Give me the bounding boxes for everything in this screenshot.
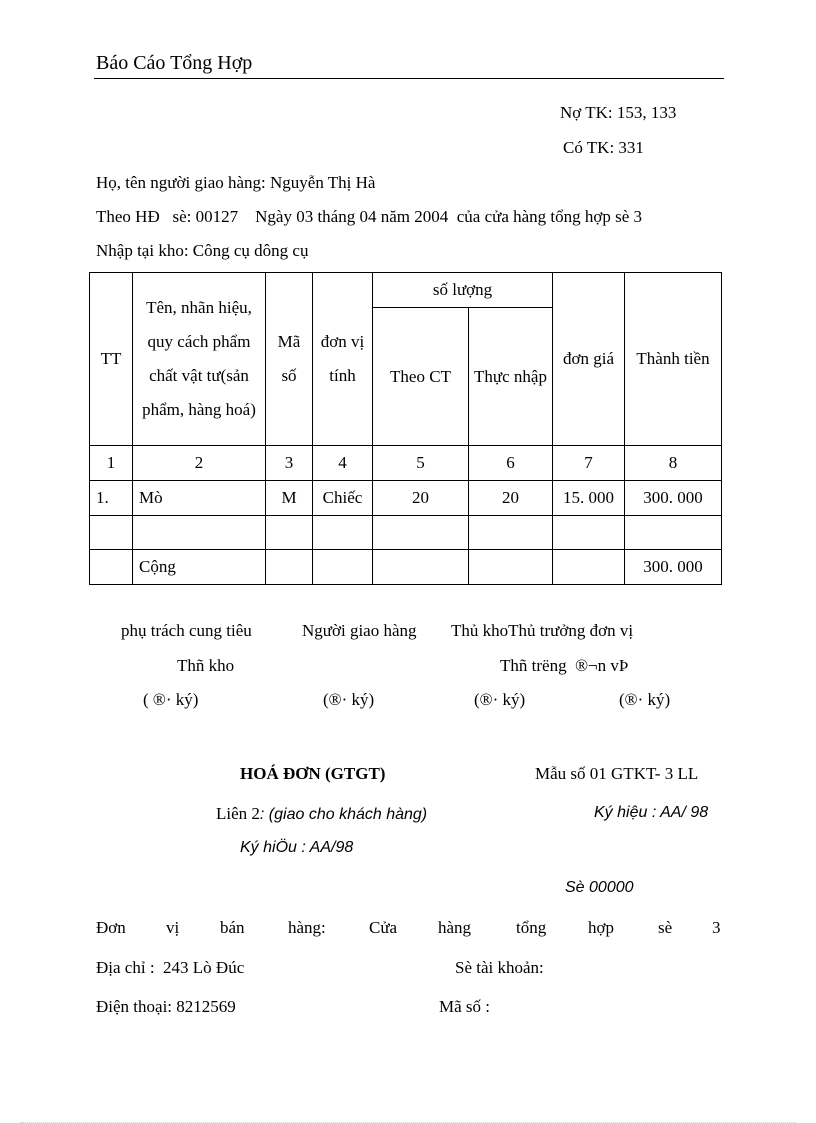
- total-row: [90, 550, 722, 585]
- row-tt: 1.: [90, 481, 133, 516]
- col-number: 5: [373, 446, 469, 481]
- col-number: 1: [90, 446, 133, 481]
- header-tt: TT: [90, 273, 133, 446]
- page-title: Báo Cáo Tổng Hợp: [96, 52, 253, 74]
- row-amount: 300. 000: [625, 481, 722, 516]
- seller-word: Cửa: [369, 918, 398, 937]
- invoice-reference-line: Theo HĐ sè: 00127 Ngày 03 tháng 04 năm 2004 của cửa hàng tổng hợp sè 3: [96, 207, 643, 226]
- signature-subtitle-storekeeper: Thñ kho: [177, 656, 235, 675]
- debit-account: Nợ TK: 153, 133: [560, 103, 677, 122]
- seller-word: bán: [220, 918, 245, 937]
- col-number: 3: [266, 446, 313, 481]
- invoice-symbol-right: Ký hiệu : AA/ 98: [594, 804, 709, 821]
- total-amount: 300. 000: [625, 550, 722, 585]
- col-number: 7: [553, 446, 625, 481]
- col-number: 8: [625, 446, 722, 481]
- header-amount: Thành tiền: [625, 273, 722, 446]
- empty-row: [90, 516, 722, 550]
- seller-word: hàng: [438, 918, 472, 937]
- header-qty-actual: Thực nhập: [469, 308, 553, 446]
- signature-signed: (®· ký): [619, 690, 671, 709]
- seller-word: Đơn: [96, 918, 126, 937]
- signature-signed: (®· ký): [323, 690, 375, 709]
- signature-title-deliverer: Người giao hàng: [302, 621, 417, 640]
- header-quantity: số lượng: [373, 273, 553, 308]
- signature-signed: ( ®· ký): [143, 690, 199, 709]
- row-qty-actual: 20: [469, 481, 553, 516]
- row-unit: Chiếc: [313, 481, 373, 516]
- seller-word: hàng:: [288, 918, 326, 937]
- invoice-copy-note: : (giao cho khách hàng): [259, 806, 428, 823]
- invoice-number: Sè 00000: [565, 879, 634, 896]
- header-divider: [94, 78, 724, 79]
- seller-account-number: Sè tài khoản:: [455, 958, 544, 977]
- row-name: Mò: [133, 481, 266, 516]
- total-label: Cộng: [133, 550, 266, 585]
- header-item-name: Tên, nhãn hiệu, quy cách phẩm chất vật tư(sản phẩm, hàng hoá): [133, 273, 266, 446]
- seller-word: sè: [658, 918, 673, 937]
- credit-account: Có TK: 331: [563, 138, 644, 157]
- seller-word: hợp: [588, 918, 614, 937]
- seller-address: Địa chỉ : 243 Lò Đúc: [96, 958, 245, 977]
- seller-tax-code: Mã số :: [439, 997, 490, 1016]
- invoice-copy: [216, 804, 427, 824]
- seller-phone: Điện thoại: 8212569: [96, 997, 236, 1016]
- header-price: đơn giá: [553, 273, 625, 446]
- invoice-title: HOÁ ĐƠN (GTGT): [240, 764, 386, 783]
- invoice-symbol-left: Ký hiÖu : AA/98: [240, 839, 354, 856]
- row-code: M: [266, 481, 313, 516]
- header-qty-doc: Theo CT: [373, 308, 469, 446]
- seller-word: vị: [166, 918, 180, 937]
- signature-signed: (®· ký): [474, 690, 526, 709]
- signature-subtitle-head: Thñ trëng ®¬n vÞ: [500, 656, 629, 675]
- col-number: 4: [313, 446, 373, 481]
- signature-title-supply: phụ trách cung tiêu: [121, 621, 252, 640]
- header-code: Mã số: [266, 273, 313, 446]
- row-qty-doc: 20: [373, 481, 469, 516]
- table-row: [90, 481, 722, 516]
- goods-receipt-table: [89, 272, 722, 585]
- col-number: 6: [469, 446, 553, 481]
- deliverer-line: Họ, tên người giao hàng: Nguyễn Thị Hà: [96, 173, 376, 192]
- row-price: 15. 000: [553, 481, 625, 516]
- warehouse-line: Nhập tại kho: Công cụ dông cụ: [96, 241, 309, 260]
- header-unit: đơn vị tính: [313, 273, 373, 446]
- seller-word: 3: [712, 918, 721, 937]
- seller-word: tổng: [516, 918, 547, 937]
- invoice-form-number: Mẫu số 01 GTKT- 3 LL: [535, 764, 699, 783]
- signature-title-storekeeper-head: Thủ khoThủ trưởng đơn vị: [451, 621, 634, 640]
- col-number: 2: [133, 446, 266, 481]
- invoice-copy-label: Liên 2: [216, 804, 260, 823]
